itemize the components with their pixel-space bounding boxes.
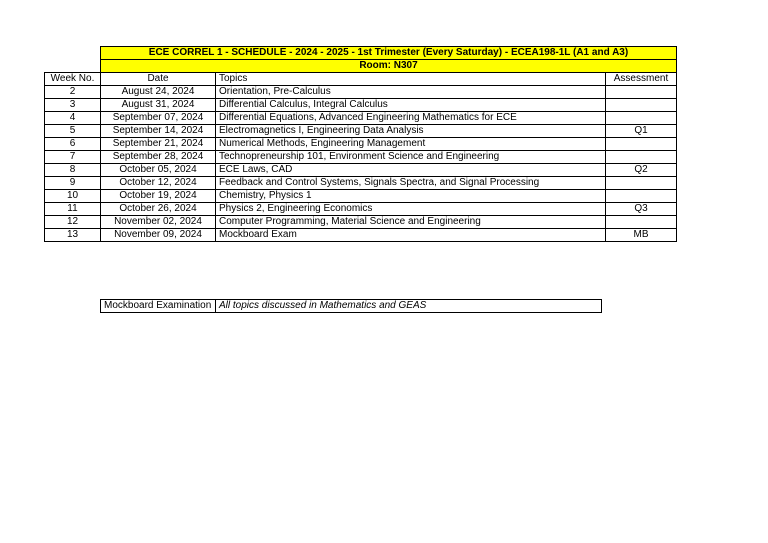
- topics-cell: Computer Programming, Material Science and Engineering: [216, 216, 606, 229]
- date-cell: October 19, 2024: [101, 190, 216, 203]
- schedule-row: [45, 229, 677, 242]
- schedule-title: ECE CORREL 1 - SCHEDULE - 2024 - 2025 - 1st Trimester (Every Saturday) - ECEA198-1L (A1 and A3): [101, 47, 677, 60]
- topics-cell: Physics 2, Engineering Economics: [216, 203, 606, 216]
- week-cell: 13: [45, 229, 101, 242]
- room-label: Room: N307: [101, 60, 677, 73]
- mockboard-table: [100, 299, 602, 313]
- schedule-body: [45, 86, 677, 242]
- week-cell: 7: [45, 151, 101, 164]
- header-date: Date: [101, 73, 216, 86]
- schedule-row: [45, 99, 677, 112]
- schedule-row: [45, 164, 677, 177]
- title-row: [45, 47, 677, 60]
- schedule-table: [44, 46, 677, 242]
- assessment-cell: Q2: [606, 164, 677, 177]
- topics-cell: Mockboard Exam: [216, 229, 606, 242]
- week-cell: 4: [45, 112, 101, 125]
- schedule-row: [45, 216, 677, 229]
- schedule-row: [45, 151, 677, 164]
- topics-cell: Chemistry, Physics 1: [216, 190, 606, 203]
- assessment-cell: MB: [606, 229, 677, 242]
- assessment-cell: [606, 177, 677, 190]
- schedule-head: [45, 47, 677, 86]
- week-cell: 6: [45, 138, 101, 151]
- date-cell: October 05, 2024: [101, 164, 216, 177]
- date-cell: September 14, 2024: [101, 125, 216, 138]
- topics-cell: Orientation, Pre-Calculus: [216, 86, 606, 99]
- schedule-row: [45, 190, 677, 203]
- date-cell: August 31, 2024: [101, 99, 216, 112]
- date-cell: September 07, 2024: [101, 112, 216, 125]
- schedule-row: [45, 112, 677, 125]
- header-week-no: Week No.: [45, 73, 101, 86]
- date-cell: November 09, 2024: [101, 229, 216, 242]
- week-cell: 10: [45, 190, 101, 203]
- schedule-row: [45, 125, 677, 138]
- topics-cell: Numerical Methods, Engineering Management: [216, 138, 606, 151]
- schedule-row: [45, 86, 677, 99]
- assessment-cell: [606, 86, 677, 99]
- assessment-cell: [606, 190, 677, 203]
- quarter-tables: [44, 260, 677, 286]
- assessment-cell: [606, 138, 677, 151]
- week-cell: 5: [45, 125, 101, 138]
- week-cell: 11: [45, 203, 101, 216]
- date-cell: August 24, 2024: [101, 86, 216, 99]
- assessment-cell: Q3: [606, 203, 677, 216]
- date-cell: October 12, 2024: [101, 177, 216, 190]
- topics-cell: ECE Laws, CAD: [216, 164, 606, 177]
- mockboard-description: All topics discussed in Mathematics and GEAS: [216, 300, 602, 313]
- date-cell: September 28, 2024: [101, 151, 216, 164]
- date-cell: September 21, 2024: [101, 138, 216, 151]
- week-cell: 2: [45, 86, 101, 99]
- header-topics: Topics: [216, 73, 606, 86]
- schedule-row: [45, 138, 677, 151]
- date-cell: November 02, 2024: [101, 216, 216, 229]
- topics-cell: Differential Calculus, Integral Calculus: [216, 99, 606, 112]
- header-row: [45, 73, 677, 86]
- assessment-cell: [606, 216, 677, 229]
- assessment-cell: [606, 151, 677, 164]
- topics-cell: Feedback and Control Systems, Signals Spectra, and Signal Processing: [216, 177, 606, 190]
- mockboard-row: [101, 300, 602, 313]
- schedule-row: [45, 203, 677, 216]
- week-cell: 9: [45, 177, 101, 190]
- header-assessment: Assessment: [606, 73, 677, 86]
- title-spacer-cell: [45, 47, 101, 60]
- schedule-sheet: [44, 46, 677, 313]
- room-row: [45, 60, 677, 73]
- topics-cell: Electromagnetics I, Engineering Data Analysis: [216, 125, 606, 138]
- week-cell: 8: [45, 164, 101, 177]
- schedule-row: [45, 177, 677, 190]
- assessment-cell: Q1: [606, 125, 677, 138]
- assessment-cell: [606, 99, 677, 112]
- topics-cell: Technopreneurship 101, Environment Science and Engineering: [216, 151, 606, 164]
- room-spacer-cell: [45, 60, 101, 73]
- topics-cell: Differential Equations, Advanced Engineering Mathematics for ECE: [216, 112, 606, 125]
- week-cell: 12: [45, 216, 101, 229]
- date-cell: October 26, 2024: [101, 203, 216, 216]
- mockboard-label: Mockboard Examination: [101, 300, 216, 313]
- assessment-cell: [606, 112, 677, 125]
- week-cell: 3: [45, 99, 101, 112]
